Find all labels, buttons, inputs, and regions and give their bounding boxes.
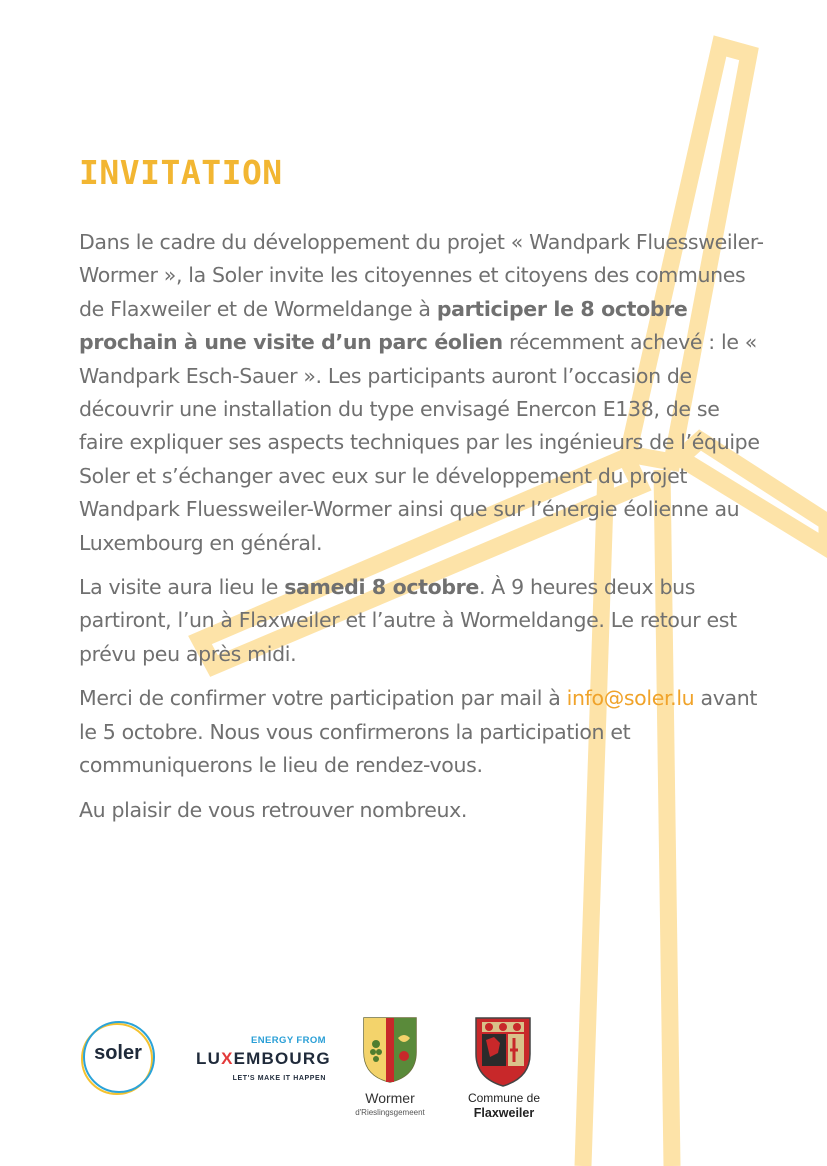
intro-bold: participer le 8 octobre prochain à une visite d’un parc éolien [79,296,688,355]
luxembourg-logo [196,1035,331,1090]
flaxweiler-label-2: Flaxweiler [473,1106,535,1120]
wormer-coat-of-arms-icon [362,1016,418,1084]
visit-text-2: . À 9 heures deux bus partiront, l’un à Flaxweiler et l’autre à Wormeldange. Le retour est prévu peu après midi. [79,575,737,666]
page-title: INVITATION [79,153,283,192]
closing-paragraph: Au plaisir de vous retrouver nombreux. [79,797,468,822]
flaxweiler-label-1: Commune de [467,1091,541,1105]
flaxweiler-coat-of-arms-icon [474,1016,532,1088]
confirm-paragraph [79,682,769,782]
wormer-sublabel: d'Rieslingsgemeent [355,1108,425,1117]
soler-wordmark: soler [94,1042,142,1064]
soler-logo [78,1018,158,1098]
confirm-text-1: Merci de confirmer votre participation par mail à [79,686,567,711]
intro-text-2: récemment achevé : le « Wandpark Esch-Sauer ». Les participants auront l’occasion de découvrir une installation du type envisagé Enercon E138, de se faire expliquer ses aspects techniques par les ingénieurs de l’équipe Soler et s’échanger avec eux sur le développement du projet Wandpark Fluessweiler-Wormer ainsi que sur l’énergie éolienne au Luxembourg en général. [79,330,760,555]
flaxweiler-logo [452,1016,556,1126]
intro-paragraph [79,226,769,560]
visit-text-1: La visite aura lieu le [79,575,285,600]
intro-text-1: Dans le cadre du développement du projet « Wandpark Fluessweiler-Wormer », la Soler invite les citoyennes et citoyens des communes de Flaxweiler et de Wormeldange à [79,230,764,321]
visit-date-bold: samedi 8 octobre [284,575,479,600]
lux-x-mark: X [221,1049,234,1068]
email-link[interactable]: info@soler.lu [566,686,695,711]
confirm-text-2: avant le 5 octobre. Nous vous confirmerons la participation et communiquerons le lieu de rendez-vous. [79,686,758,778]
lux-energy-from: ENERGY FROM [251,1035,326,1046]
wormer-label: Wormer [365,1090,415,1106]
lux-wordmark: LUXEMBOURG [196,1049,331,1068]
lux-tagline: LET'S MAKE IT HAPPEN [232,1075,326,1082]
wormer-logo [340,1016,440,1122]
visit-paragraph [79,571,769,671]
invitation-content [79,150,769,838]
